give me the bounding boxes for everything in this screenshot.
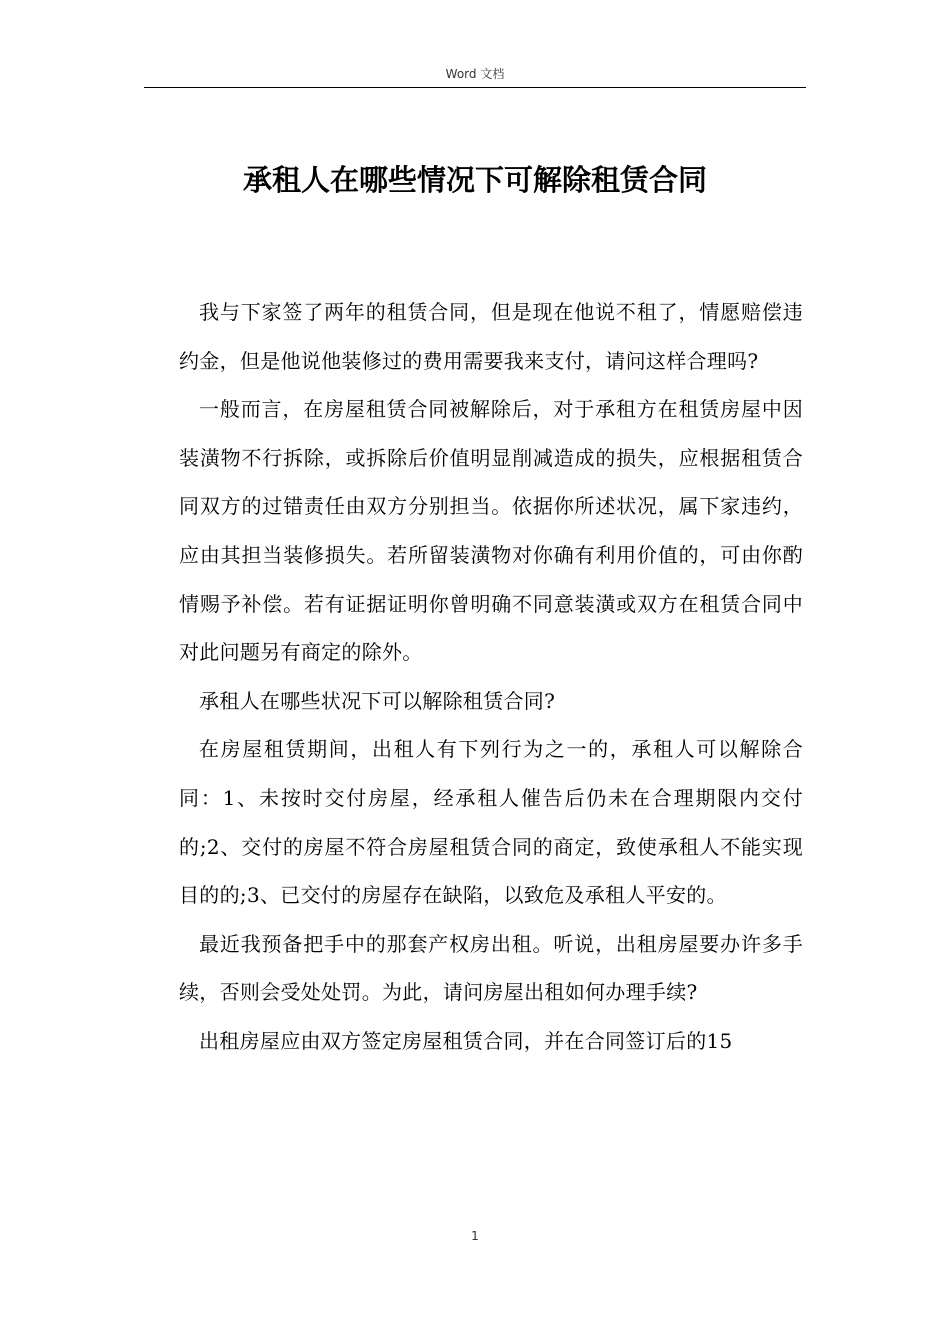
paragraph-question-2: 承租人在哪些状况下可以解除租赁合同? <box>199 688 556 713</box>
header-divider <box>144 87 806 88</box>
page-header: Word 文档 <box>445 67 505 81</box>
paragraph-question-1: 我与下家签了两年的租赁合同，但是现在他说不租了，情愿赔偿违约金，但是他说他装修过的费用需要我来支付，请问这样合理吗? <box>179 300 803 373</box>
paragraph-answer-1: 一般而言，在房屋租赁合同被解除后，对于承租方在租赁房屋中因装潢物不行拆除，或拆除后价值明显削减造成的损失，应根据租赁合同双方的过错责任由双方分别担当。依据你所述状况，属下家违约，应由其担当装修损失。若所留装潢物对你确有利用价值的，可由你酌情赐予补偿。若有证据证明你曾明确不同意装潢或双方在租赁合同中对此问题另有商定的除外。 <box>179 397 803 665</box>
document-body <box>179 288 803 1066</box>
paragraph-answer-3: 出租房屋应由双方签定房屋租赁合同，并在合同签订后的15 <box>199 1028 733 1053</box>
document-title: 承租人在哪些情况下可解除租赁合同 <box>242 163 707 197</box>
paragraph-question-3: 最近我预备把手中的那套产权房出租。听说，出租房屋要办许多手续，否则会受处处罚。为此，请问房屋出租如何办理手续? <box>179 931 803 1005</box>
page-number: 1 <box>471 1229 479 1243</box>
paragraph-answer-2: 在房屋租赁期间，出租人有下列行为之一的，承租人可以解除合同：1、未按时交付房屋，经承租人催告后仍未在合理期限内交付的;2、交付的房屋不符合房屋租赁合同的商定，致使承租人不能实现目的的;3、已交付的房屋存在缺陷，以致危及承租人平安的。 <box>179 737 803 908</box>
